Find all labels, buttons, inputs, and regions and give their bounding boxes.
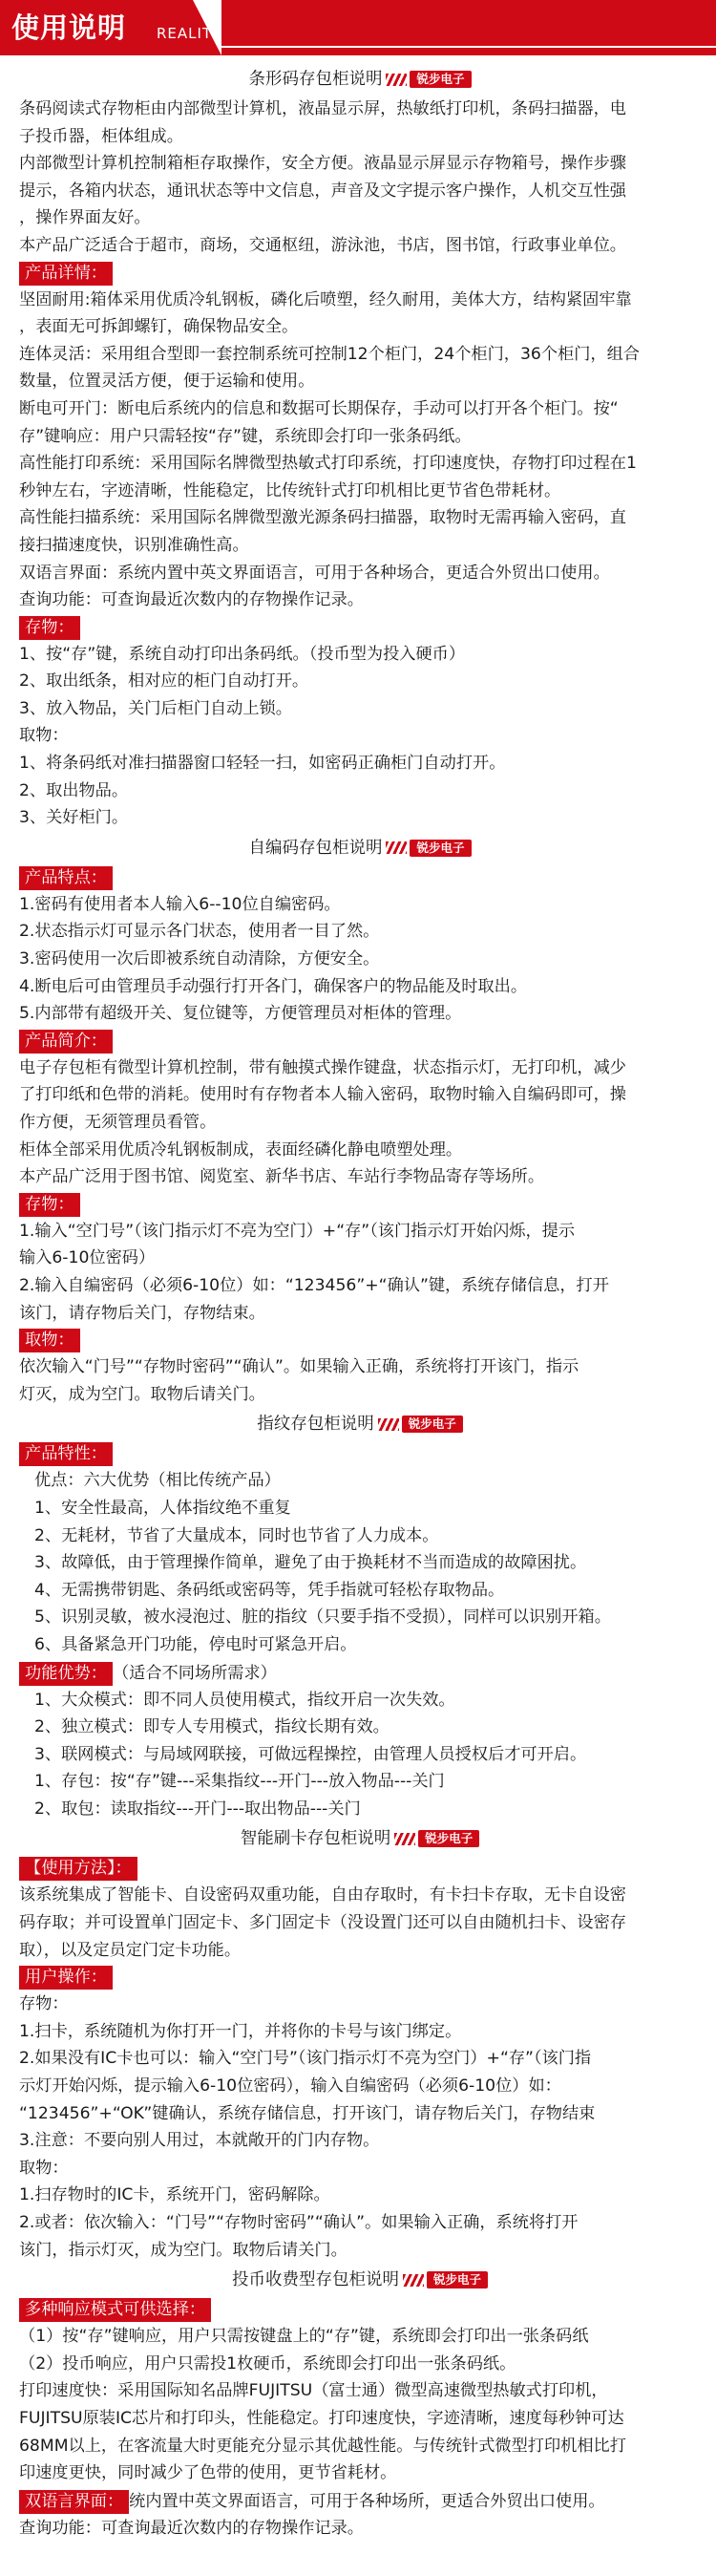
text-line: 2、无耗材，节省了大量成本，同时也节省了人力成本。 <box>34 1525 439 1545</box>
text-line: 4.断电后可由管理员手动强行打开各门，确保客户的物品能及时取出。 <box>19 976 528 996</box>
section-title-text: 自编码存包柜说明 <box>248 838 383 858</box>
text-line: 优点：六大优势（相比传统产品） <box>34 1471 281 1491</box>
text-line: 印速度更快，同时减少了色带的使用，更节省耗材。 <box>19 2463 397 2483</box>
document-body <box>0 55 716 2542</box>
section-heading: 功能优势： <box>19 1662 113 1686</box>
text-line: 1.扫存物时的IC卡，系统开门，密码解除。 <box>19 2185 330 2205</box>
section-heading-row <box>19 864 701 891</box>
text-line: 断电可开门：断电后系统内的信息和数据可长期保存，手动可以打开各个柜门。按“ <box>19 398 619 418</box>
section-heading: 双语言界面： <box>19 2490 129 2514</box>
text-line: 坚固耐用:箱体采用优质冷轧钢板，磷化后喷塑，经久耐用，美体大方，结构紧固牢靠 <box>19 289 632 309</box>
text-line: 打印速度快：采用国际知名品牌FUJITSU（富士通）微型高速微型热敏式打印机， <box>19 2381 608 2401</box>
text-line: 3.注意：不要向别人用过，本就敞开的门内存物。 <box>19 2131 380 2151</box>
text-line: 1.输入“空门号”（该门指示灯不亮为空门）+“存”（该门指示灯开始闪烁，提示 <box>19 1221 576 1241</box>
text-line: 存”键响应：用户只需轻按“存”键，系统即会打印一张条码纸。 <box>19 426 472 446</box>
section-title <box>19 834 701 862</box>
decorative-stripes <box>386 74 407 86</box>
text-line: 本产品广泛适合于超市，商场，交通枢纽，游泳池，书店，图书馆，行政事业单位。 <box>19 235 626 255</box>
section-title-text: 条形码存包柜说明 <box>248 70 383 89</box>
text-line: 查询功能：可查询最近次数内的存物操作记录。 <box>19 2518 364 2538</box>
text-line: （1）按“存”键响应，用户只需按键盘上的“存”键，系统即会打印出一张条码纸 <box>19 2327 589 2347</box>
text-line: 柜体全部采用优质冷轧钢板制成，表面经磷化静电喷塑处理。 <box>19 1139 463 1160</box>
text-line: 5.内部带有超级开关、复位键等，方便管理员对柜体的管理。 <box>19 1004 462 1024</box>
section-heading: 多种响应模式可供选择： <box>19 2298 211 2322</box>
section-title-text: 投币收费型存包柜说明 <box>231 2270 399 2290</box>
section-heading: 【使用方法】： <box>19 1857 137 1881</box>
text-line: 作方便，无须管理员看管。 <box>19 1113 217 1132</box>
text-line: 该门，请存物后关门，存物结束。 <box>19 1303 265 1323</box>
text-line: 数量，位置灵活方便，便于运输和使用。 <box>19 372 315 392</box>
section-heading-row <box>19 1327 701 1353</box>
text-line: 输入6-10位密码） <box>19 1248 156 1268</box>
text-line: 灯灭，成为空门。取物后请关门。 <box>19 1384 265 1404</box>
text-line: 3、放入物品，关门后柜门自动上锁。 <box>19 698 292 718</box>
text-line: （2）投币响应，用户只需投1枚硬币，系统即会打印出一张条码纸。 <box>19 2353 516 2374</box>
section-heading-row <box>19 1964 701 1991</box>
text-line: 高性能打印系统：采用国际名牌微型热敏式打印系统，打印速度快，存物打印过程在1 <box>19 454 637 474</box>
text-line: 示灯开始闪烁，提示输入6-10位密码），输入自编密码（必须6-10位）如： <box>19 2076 561 2097</box>
text-line: 1、大众模式：即不同人员使用模式，指纹开启一次失效。 <box>34 1690 455 1710</box>
section-heading-note: （适合不同场所需求） <box>112 1663 277 1683</box>
brand-badge: 锐步电子 <box>402 1416 463 1433</box>
text-line: 本产品广泛用于图书馆、阅览室、新华书店、车站行李物品寄存等场所。 <box>19 1167 545 1187</box>
text-line: 68MM以上，在客流量大时更能充分显示其优越性能。与传统针式微型打印机相比打 <box>19 2436 626 2456</box>
text-line: 码存取；并可设置单门固定卡、多门固定卡（没设置门还可以自由随机扫卡、设密存 <box>19 1913 626 1933</box>
section-title-text: 智能刷卡存包柜说明 <box>240 1829 391 1849</box>
brand-badge: 锐步电子 <box>418 1830 479 1847</box>
brand-badge: 锐步电子 <box>410 840 471 857</box>
text-line: 2、独立模式：即专人专用模式，指纹长期有效。 <box>34 1717 390 1737</box>
section-heading: 用户操作： <box>19 1966 113 1990</box>
text-line: 电子存包柜有微型计算机控制，带有触摸式操作键盘，状态指示灯，无打印机，减少 <box>19 1057 626 1077</box>
section-heading: 存物： <box>19 616 80 640</box>
section-heading: 产品简介： <box>19 1030 113 1054</box>
section-heading: 产品特点： <box>19 866 113 890</box>
section-heading-row <box>19 614 701 641</box>
text-line: 2.输入自编密码（必须6-10位）如：“123456”+“确认”键，系统存储信息，打开 <box>19 1275 609 1295</box>
text-line: 了打印纸和色带的消耗。使用时有存物者本人输入密码，取物时输入自编码即可，操 <box>19 1085 626 1105</box>
text-line: 2.状态指示灯可显示各门状态，使用者一目了然。 <box>19 922 380 942</box>
text-line: 连体灵活：采用组合型即一套控制系统可控制12个柜门，24个柜门，36个柜门，组合 <box>19 344 640 364</box>
text-line: 该系统集成了智能卡、自设密码双重功能，自由存取时，有卡扫卡存取，无卡自设密 <box>19 1885 626 1905</box>
text-line: 子投币器，柜体组成。 <box>19 126 183 146</box>
brand-badge: 锐步电子 <box>427 2271 488 2289</box>
text-line: ，表面无可拆卸螺钉，确保物品安全。 <box>19 317 299 337</box>
text-line: 1.密码有使用者本人输入6--10位自编密码。 <box>19 894 341 914</box>
section-heading-row <box>19 260 701 287</box>
brand-badge: 锐步电子 <box>410 71 471 88</box>
decorative-stripes <box>394 1833 415 1845</box>
section-title <box>19 2266 701 2294</box>
text-line: 3、联网模式：与局域网联接，可做远程操控，由管理人员授权后才可开启。 <box>34 1744 587 1764</box>
page-title: 使用说明 <box>11 11 127 44</box>
text-line: 3.密码使用一次后即被系统自动清除，方便安全。 <box>19 949 380 969</box>
text-line: 1、安全性最高，人体指纹绝不重复 <box>34 1498 291 1518</box>
section-heading-note: 统内置中英文界面语言，可用于各种场所，更适合外贸出口使用。 <box>129 2491 605 2511</box>
text-line: 3、关好柜门。 <box>19 808 129 828</box>
text-line: 1、按“存”键，系统自动打印出条码纸。（投币型为投入硬币） <box>19 644 466 664</box>
section-heading-row <box>19 2296 701 2323</box>
text-line: 5、识别灵敏，被水浸泡过、脏的指纹（只要手指不受损），同样可以识别开箱。 <box>34 1607 611 1628</box>
section-title <box>19 1410 701 1438</box>
text-line: 该门，指示灯灭，成为空门。取物后请关门。 <box>19 2240 347 2260</box>
text-line: 4、无需携带钥匙、条码纸或密码等，凭手指就可轻松存取物品。 <box>34 1580 505 1600</box>
text-line: 2、取出纸条，相对应的柜门自动打开。 <box>19 671 309 692</box>
text-line: 取物： <box>19 726 69 746</box>
text-line: “123456”+“OK”键确认，系统存储信息，打开该门，请存物后关门，存物结束 <box>19 2103 596 2123</box>
section-heading-row <box>19 2487 701 2515</box>
section-heading: 产品特性： <box>19 1442 113 1466</box>
section-title <box>19 65 701 94</box>
text-line: 1.扫卡，系统随机为你打开一门，并将你的卡号与该门绑定。 <box>19 2021 462 2041</box>
text-line: 双语言界面：系统内置中英文界面语言，可用于各种场合，更适合外贸出口使用。 <box>19 563 610 583</box>
text-line: 条码阅读式存物柜由内部微型计算机，液晶显示屏，热敏纸打印机，条码扫描器，电 <box>19 99 626 118</box>
section-heading-row <box>19 1855 701 1882</box>
section-heading-row <box>19 1191 701 1218</box>
text-line: 依次输入“门号”“存物时密码”“确认”。如果输入正确，系统将打开该门，指示 <box>19 1357 579 1377</box>
text-line: 6、具备紧急开门功能，停电时可紧急开启。 <box>34 1634 357 1654</box>
section-heading: 取物： <box>19 1329 80 1352</box>
text-line: 1、存包：按“存”键---采集指纹---开门---放入物品---关门 <box>34 1772 445 1792</box>
text-line: ，操作界面友好。 <box>19 208 151 228</box>
text-line: 秒钟左右，字迹清晰，性能稳定，比传统针式打印机相比更节省色带耗材。 <box>19 480 561 500</box>
text-line: 高性能扫描系统：采用国际名牌微型激光源条码扫描器，取物时无需再输入密码，直 <box>19 508 626 528</box>
section-title <box>19 1824 701 1853</box>
text-line: 取物： <box>19 2158 69 2178</box>
text-line: 内部微型计算机控制箱柜存取操作，安全方便。液晶显示屏显示存物箱号，操作步骤 <box>19 154 626 174</box>
text-line: 接扫描速度快，识别准确性高。 <box>19 535 249 555</box>
page-subtitle: REALITY <box>157 25 222 42</box>
text-line: 查询功能：可查询最近次数内的存物操作记录。 <box>19 590 364 610</box>
decorative-stripes <box>403 2274 424 2287</box>
text-line: 2、取出物品。 <box>19 780 129 800</box>
text-line: 2、取包：读取指纹---开门---取出物品---关门 <box>34 1799 361 1819</box>
header-rule <box>221 46 716 48</box>
section-heading-row <box>19 1440 701 1467</box>
section-heading: 存物： <box>19 1193 80 1217</box>
text-line: 2.或者：依次输入：“门号”“存物时密码”“确认”。如果输入正确，系统将打开 <box>19 2213 579 2232</box>
text-line: 3、故障低，由于管理操作简单，避免了由于换耗材不当而造成的故障困扰。 <box>34 1553 587 1573</box>
section-heading-row <box>19 1659 701 1687</box>
text-line: 2.如果没有IC卡也可以：输入“空门号”（该门指示灯不亮为空门）+“存”（该门指 <box>19 2049 592 2069</box>
section-title-text: 指纹存包柜说明 <box>257 1415 374 1435</box>
text-line: 存物： <box>19 1994 69 2014</box>
decorative-stripes <box>386 841 407 854</box>
text-line: 取），以及定员定门定卡功能。 <box>19 1940 242 1960</box>
text-line: FUJITSU原装IC芯片和打印头，性能稳定。打印速度快，字迹清晰，速度每秒钟可达 <box>19 2408 624 2428</box>
section-heading: 产品详情： <box>19 262 113 286</box>
text-line: 提示，各箱内状态，通讯状态等中文信息，声音及文字提示客户操作，人机交互性强 <box>19 181 626 201</box>
section-heading-row <box>19 1028 701 1054</box>
text-line: 1、将条码纸对准扫描器窗口轻轻一扫，如密码正确柜门自动打开。 <box>19 754 506 774</box>
decorative-stripes <box>378 1418 399 1431</box>
header-banner <box>0 0 716 55</box>
